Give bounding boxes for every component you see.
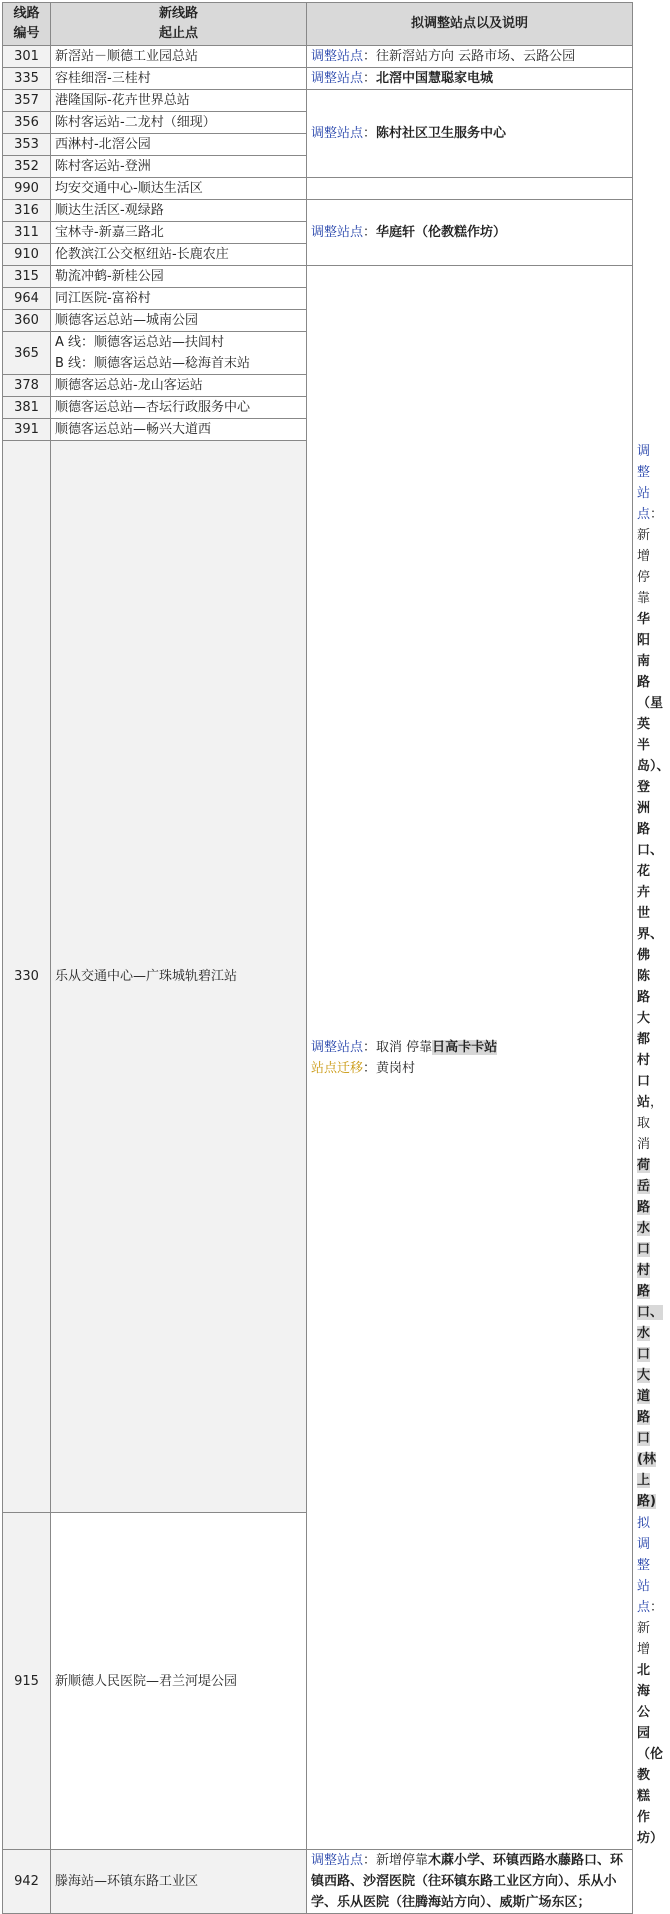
header-adjustment-notes: 拟调整站点以及说明 [307, 3, 633, 46]
route-number: 316 [3, 200, 51, 222]
table-row [3, 1850, 633, 1914]
adjustment-note: 调整站点：北滘中国慧聪家电城 [307, 68, 633, 90]
route-endpoints: 港隆国际-花卉世界总站 [51, 90, 307, 112]
table-row [3, 178, 633, 200]
route-endpoints: 勒流冲鹤-新桂公园 [51, 266, 307, 288]
route-endpoints: 顺德客运总站—城南公园 [51, 310, 307, 332]
route-endpoints: 容桂细滘-三桂村 [51, 68, 307, 90]
route-number: 910 [3, 244, 51, 266]
route-adjustment-table [2, 2, 670, 1914]
route-number: 942 [3, 1850, 51, 1914]
route-endpoints: 均安交通中心-顺达生活区 [51, 178, 307, 200]
route-endpoints: 陈村客运站-登洲 [51, 156, 307, 178]
route-endpoints: 顺达生活区-观绿路 [51, 200, 307, 222]
adjustment-note: 调整站点：新增停靠木蔴小学、环镇西路水藤路口、环镇西路、沙滘医院（往环镇东路工业区方向）、乐从小学、乐从医院（往腾海站方向）、威斯广场东区； [307, 1850, 633, 1914]
header-route-endpoints: 新线路 起止点 [51, 3, 307, 46]
adjustment-note: 调整站点：往新滘站方向 云路市场、云路公园 [307, 46, 633, 68]
table-row [3, 90, 633, 112]
route-number: 964 [3, 288, 51, 310]
route-endpoints: 新滘站－顺德工业园总站 [51, 46, 307, 68]
route-number: 381 [3, 397, 51, 419]
header-route-no: 线路 编号 [3, 3, 51, 46]
adjustment-note-empty [307, 178, 633, 200]
table-row: 915 新顺德人民医院—君兰河堤公园 拟调整站点：新增北海公园（伦教糕作坊） [3, 1513, 633, 1850]
route-endpoints: 陈村客运站-二龙村（细现） [51, 112, 307, 134]
route-number: 365 [3, 332, 51, 375]
route-number: 990 [3, 178, 51, 200]
route-number: 360 [3, 310, 51, 332]
route-endpoints: 宝林寺-新嘉三路北 [51, 222, 307, 244]
adjustment-note: 调整站点：华庭轩（伦教糕作坊） [307, 200, 633, 266]
route-endpoints: 伦教滨江公交枢纽站-长鹿农庄 [51, 244, 307, 266]
route-number: 315 [3, 266, 51, 288]
route-number: 356 [3, 112, 51, 134]
route-endpoints: 顺德客运总站—杏坛行政服务中心 [51, 397, 307, 419]
route-endpoints: 顺德客运总站—畅兴大道西 [51, 419, 307, 441]
route-number: 330 [3, 441, 51, 1513]
route-endpoints: 新顺德人民医院—君兰河堤公园 [51, 1513, 307, 1850]
route-endpoints: 西淋村-北滘公园 [51, 134, 307, 156]
table-row [3, 46, 633, 68]
route-number: 915 [3, 1513, 51, 1850]
route-endpoints: 顺德客运总站-龙山客运站 [51, 375, 307, 397]
route-number: 352 [3, 156, 51, 178]
route-number: 311 [3, 222, 51, 244]
table-row [3, 266, 633, 288]
table-row [3, 68, 633, 90]
route-number: 301 [3, 46, 51, 68]
route-number: 391 [3, 419, 51, 441]
table-row: 330 乐从交通中心—广珠城轨碧江站 调整站点：新增停靠华阳南路（星英半岛）、登洲路口、花卉世界、佛陈路大都村口站，取消荷岳路水口村路口、水口大道路口(林上路) [3, 441, 633, 1513]
table-row [3, 200, 633, 222]
route-number: 353 [3, 134, 51, 156]
adjustment-note: 调整站点：取消 停靠日高卡卡站 站点迁移：黄岗村 [307, 266, 633, 1850]
route-endpoints: A 线：顺德客运总站—扶闾村 B 线：顺德客运总站—稔海首末站 [51, 332, 307, 375]
header-row [3, 3, 633, 46]
route-number: 378 [3, 375, 51, 397]
adjustment-note: 调整站点：陈村社区卫生服务中心 [307, 90, 633, 178]
route-endpoints: 乐从交通中心—广珠城轨碧江站 [51, 441, 307, 1513]
route-endpoints: 滕海站—环镇东路工业区 [51, 1850, 307, 1914]
route-endpoints: 同江医院-富裕村 [51, 288, 307, 310]
route-number: 335 [3, 68, 51, 90]
route-number: 357 [3, 90, 51, 112]
